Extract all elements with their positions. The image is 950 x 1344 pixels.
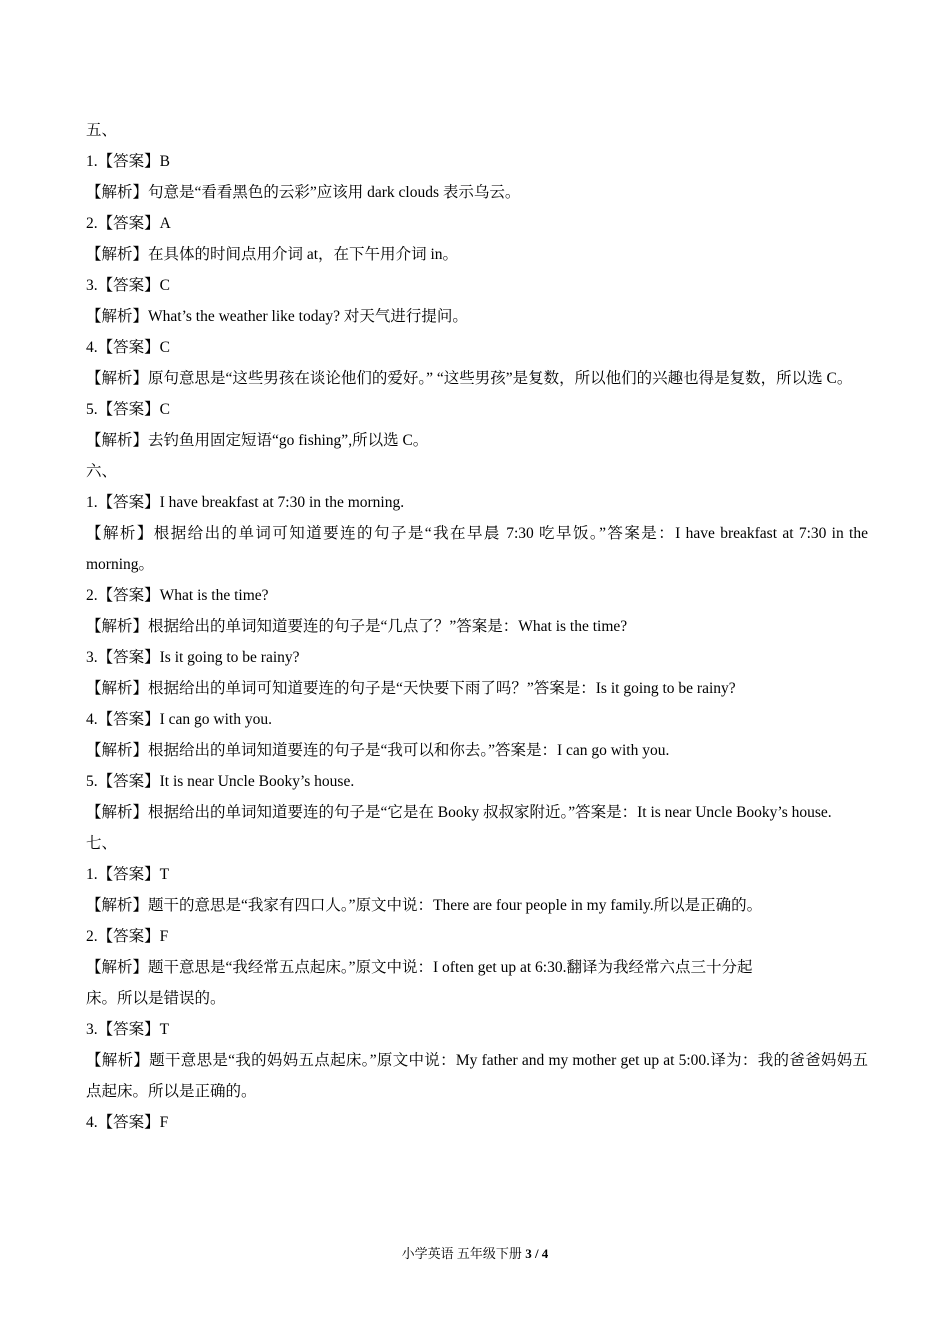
- explanation-line: 【解析】题干意思是“我经常五点起床。”原文中说：I often get up at 6:30.翻译为我经常六点三十分起: [86, 959, 753, 976]
- answer-line: 4.【答案】F: [86, 1114, 169, 1131]
- explanation-line: 【解析】根据给出的单词知道要连的句子是“我可以和你去。”答案是：I can go with you.: [86, 742, 670, 759]
- explanation-line-continued: 床。所以是错误的。: [86, 990, 226, 1007]
- document-body: [86, 115, 868, 1138]
- answer-line: 2.【答案】F: [86, 928, 169, 945]
- explanation-line: 【解析】What’s the weather like today? 对天气进行提问。: [86, 308, 468, 325]
- page-footer: [0, 1244, 950, 1264]
- section-heading: 六、: [86, 463, 118, 480]
- section-heading: 五、: [86, 122, 118, 139]
- answer-line: 1.【答案】T: [86, 866, 170, 883]
- explanation-line: 【解析】根据给出的单词可知道要连的句子是“天快要下雨了吗？”答案是：Is it going to be rainy?: [86, 680, 736, 697]
- answer-line: 1.【答案】I have breakfast at 7:30 in the morning.: [86, 494, 405, 511]
- footer-title: 小学英语 五年级下册: [401, 1246, 526, 1261]
- answer-line: 5.【答案】It is near Uncle Booky’s house.: [86, 773, 355, 790]
- answer-line: 4.【答案】C: [86, 339, 170, 356]
- answer-line: 1.【答案】B: [86, 153, 170, 170]
- explanation-line: 【解析】根据给出的单词知道要连的句子是“几点了？”答案是：What is the time?: [86, 618, 628, 635]
- answer-line: 3.【答案】Is it going to be rainy?: [86, 649, 300, 666]
- explanation-line: 【解析】根据给出的单词知道要连的句子是“它是在 Booky 叔叔家附近。”答案是：It is near Uncle Booky’s house.: [86, 804, 832, 821]
- answer-line: 2.【答案】What is the time?: [86, 587, 269, 604]
- answer-line: 3.【答案】C: [86, 277, 170, 294]
- explanation-line: 【解析】在具体的时间点用介词 at，在下午用介词 in。: [86, 246, 458, 263]
- explanation-line: 【解析】根据给出的单词可知道要连的句子是“我在早晨 7:30 吃早饭。”答案是：I have breakfast at 7:30 in the morning。: [86, 525, 868, 573]
- section-heading: 七、: [86, 835, 118, 852]
- explanation-line: 【解析】去钓鱼用固定短语“go fishing”,所以选 C。: [86, 432, 429, 449]
- explanation-line: 【解析】句意是“看看黑色的云彩”应该用 dark clouds 表示乌云。: [86, 184, 521, 201]
- explanation-line: 【解析】原句意思是“这些男孩在谈论他们的爱好。” “这些男孩”是复数，所以他们的兴趣也得是复数，所以选 C。: [86, 370, 853, 387]
- page-number: 3 / 4: [525, 1246, 549, 1261]
- answer-line: 4.【答案】I can go with you.: [86, 711, 272, 728]
- answer-line: 5.【答案】C: [86, 401, 170, 418]
- explanation-line: 【解析】题干意思是“我的妈妈五点起床。”原文中说：My father and my mother get up at 5:00.译为：我的爸爸妈妈五点起床。所以是正确的。: [86, 1052, 868, 1100]
- explanation-line: 【解析】题干的意思是“我家有四口人。”原文中说：There are four people in my family.所以是正确的。: [86, 897, 763, 914]
- answer-line: 3.【答案】T: [86, 1021, 170, 1038]
- answer-line: 2.【答案】A: [86, 215, 171, 232]
